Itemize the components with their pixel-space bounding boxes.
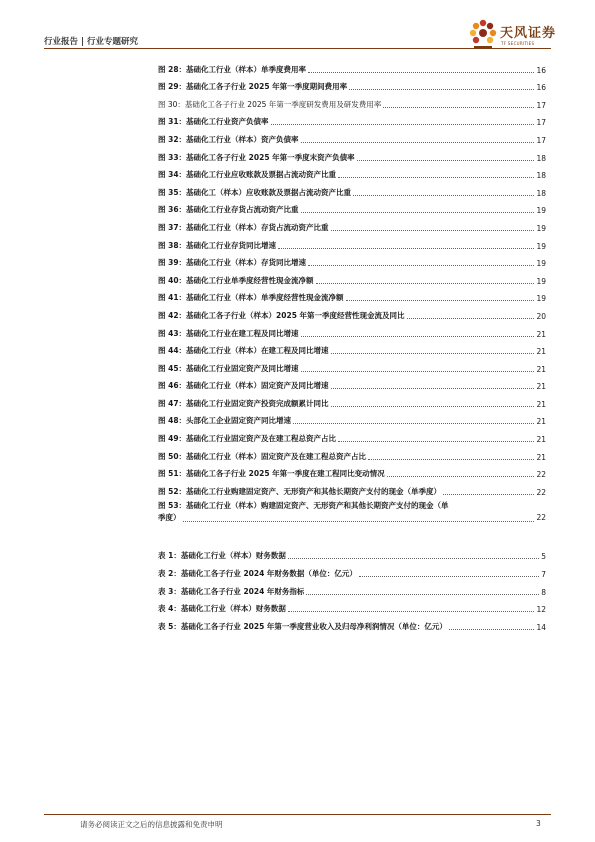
figure-page-number: 16 bbox=[536, 83, 546, 93]
figure-page-number: 18 bbox=[536, 171, 546, 181]
logo-flower-icon bbox=[466, 18, 500, 52]
figure-title: 图 49：基础化工行业固定资产及在建工程总资产占比 bbox=[158, 434, 337, 444]
table-title: 表 5：基础化工各子行业 2025 年第一季度营业收入及归母净利润情况（单位：亿元） bbox=[158, 621, 447, 631]
table-page-number: 14 bbox=[536, 622, 546, 632]
figure-title: 图 43：基础化工行业在建工程及同比增速 bbox=[158, 328, 299, 338]
figure-page-number: 22 bbox=[536, 487, 546, 497]
disclaimer-text: 请务必阅读正文之后的信息披露和免责申明 bbox=[80, 820, 223, 829]
leader-dots bbox=[301, 212, 535, 213]
leader-dots bbox=[183, 521, 535, 522]
figure-title: 图 38：基础化工行业存货同比增速 bbox=[158, 240, 277, 250]
figure-title: 图 29：基础化工各子行业 2025 年第一季度期间费用率 bbox=[158, 82, 348, 92]
table-page-number: 7 bbox=[541, 570, 546, 580]
table-page-number: 5 bbox=[541, 552, 546, 562]
logo-name-cn: 天风证券 bbox=[500, 26, 557, 41]
figure-page-number: 19 bbox=[536, 276, 546, 286]
table-title: 表 4：基础化工行业（样本）财务数据 bbox=[158, 604, 286, 614]
figure-page-number: 19 bbox=[536, 206, 546, 216]
figure-title-continued: 季度） bbox=[158, 512, 181, 522]
table-of-contents bbox=[158, 57, 546, 632]
figure-entry[interactable] bbox=[158, 444, 546, 462]
leader-dots bbox=[331, 388, 535, 389]
leader-dots bbox=[306, 594, 539, 595]
figure-entry[interactable] bbox=[158, 57, 546, 75]
figure-entry[interactable] bbox=[158, 233, 546, 251]
table-title: 表 2：基础化工各子行业 2024 年财务数据（单位：亿元） bbox=[158, 569, 357, 579]
leader-dots bbox=[301, 371, 535, 372]
leader-dots bbox=[338, 441, 534, 442]
figure-page-number: 21 bbox=[536, 329, 546, 339]
leader-dots bbox=[353, 195, 534, 196]
footer-divider bbox=[44, 814, 551, 815]
figure-entry[interactable] bbox=[158, 497, 546, 530]
figure-entry[interactable] bbox=[158, 462, 546, 480]
figure-title: 图 50：基础化工行业（样本）固定资产及在建工程总资产占比 bbox=[158, 451, 367, 461]
page-number: 3 bbox=[536, 819, 541, 828]
figure-page-number: 21 bbox=[536, 452, 546, 462]
figure-title: 图 42：基础化工各子行业（样本）2025 年第一季度经营性现金流及同比 bbox=[158, 310, 405, 320]
figure-title: 图 39：基础化工行业（样本）存货同比增速 bbox=[158, 258, 307, 268]
leader-dots bbox=[346, 300, 535, 301]
table-entry[interactable] bbox=[158, 544, 546, 562]
figure-title: 图 45：基础化工行业固定资产及同比增速 bbox=[158, 363, 299, 373]
figure-entry[interactable] bbox=[158, 145, 546, 163]
leader-dots bbox=[407, 318, 535, 319]
leader-dots bbox=[331, 230, 535, 231]
company-logo bbox=[466, 18, 556, 52]
figure-entry[interactable] bbox=[158, 268, 546, 286]
table-title: 表 1：基础化工行业（样本）财务数据 bbox=[158, 551, 286, 561]
leader-dots bbox=[338, 177, 534, 178]
figure-entry[interactable] bbox=[158, 127, 546, 145]
figure-title: 图 46：基础化工行业（样本）固定资产及同比增速 bbox=[158, 381, 329, 391]
leader-dots bbox=[271, 124, 535, 125]
figure-page-number: 21 bbox=[536, 364, 546, 374]
figure-title: 图 34：基础化工行业应收账款及票据占流动资产比重 bbox=[158, 170, 337, 180]
figure-page-number: 19 bbox=[536, 294, 546, 304]
figure-page-number: 21 bbox=[536, 435, 546, 445]
leader-dots bbox=[301, 142, 535, 143]
figure-page-number: 19 bbox=[536, 223, 546, 233]
table-title: 表 3：基础化工各子行业 2024 年财务指标 bbox=[158, 586, 305, 596]
figure-entry[interactable] bbox=[158, 110, 546, 128]
figure-title: 图 53：基础化工行业（样本）购建固定资产、无形资产和其他长期资产支付的现金（单 bbox=[158, 500, 449, 510]
figure-page-number: 16 bbox=[536, 65, 546, 75]
table-entry[interactable] bbox=[158, 579, 546, 597]
figure-title: 图 30：基础化工各子行业 2025 年第一季度研发费用及研发费用率 bbox=[158, 99, 382, 109]
figure-page-number: 18 bbox=[536, 153, 546, 163]
figure-title: 图 33：基础化工各子行业 2025 年第一季度末资产负债率 bbox=[158, 152, 355, 162]
leader-dots bbox=[293, 423, 534, 424]
figure-title: 图 31：基础化工行业资产负债率 bbox=[158, 117, 269, 127]
figure-page-number: 20 bbox=[536, 311, 546, 321]
leader-dots bbox=[316, 283, 535, 284]
figure-entry[interactable] bbox=[158, 356, 546, 374]
table-entry[interactable] bbox=[158, 614, 546, 632]
figure-entry[interactable] bbox=[158, 426, 546, 444]
figure-entry[interactable] bbox=[158, 339, 546, 357]
figure-title: 图 28：基础化工行业（样本）单季度费用率 bbox=[158, 64, 307, 74]
figure-title: 图 48：头部化工企业固定资产同比增速 bbox=[158, 416, 292, 426]
figure-entry[interactable] bbox=[158, 92, 546, 110]
section-gap bbox=[158, 530, 546, 544]
leader-dots bbox=[368, 459, 534, 460]
figure-title: 图 44：基础化工行业（样本）在建工程及同比增速 bbox=[158, 346, 329, 356]
figure-page-number: 19 bbox=[536, 241, 546, 251]
leader-dots bbox=[288, 558, 539, 559]
figure-entry[interactable] bbox=[158, 479, 546, 497]
figure-title: 图 40：基础化工行业单季度经营性现金流净额 bbox=[158, 275, 314, 285]
leader-dots bbox=[331, 406, 535, 407]
header-divider bbox=[44, 48, 551, 49]
figure-page-number: 21 bbox=[536, 417, 546, 427]
figure-page-number: 19 bbox=[536, 259, 546, 269]
figure-entry[interactable] bbox=[158, 180, 546, 198]
table-entry[interactable] bbox=[158, 597, 546, 615]
leader-dots bbox=[383, 107, 534, 108]
logo-name-en: TF SECURITIES bbox=[501, 41, 535, 46]
figure-page-number: 22 bbox=[536, 470, 546, 480]
figure-page-number: 21 bbox=[536, 347, 546, 357]
figure-title: 图 35：基础化工（样本）应收账款及票据占流动资产比重 bbox=[158, 187, 352, 197]
figure-page-number: 22 bbox=[536, 512, 546, 522]
figure-title: 图 32：基础化工行业（样本）资产负债率 bbox=[158, 134, 299, 144]
figure-entry[interactable] bbox=[158, 251, 546, 269]
figure-title: 图 52：基础化工行业购建固定资产、无形资产和其他长期资产支付的现金（单季度） bbox=[158, 486, 442, 496]
figure-title: 图 51：基础化工各子行业 2025 年第一季度在建工程同比变动情况 bbox=[158, 469, 385, 479]
leader-dots bbox=[449, 629, 535, 630]
report-category: 行业报告 | 行业专题研究 bbox=[44, 37, 139, 47]
figure-page-number: 17 bbox=[536, 118, 546, 128]
figure-page-number: 17 bbox=[536, 100, 546, 110]
figure-entry[interactable] bbox=[158, 321, 546, 339]
figure-page-number: 17 bbox=[536, 135, 546, 145]
leader-dots bbox=[387, 476, 535, 477]
figure-entry[interactable] bbox=[158, 75, 546, 93]
figure-entry[interactable] bbox=[158, 374, 546, 392]
leader-dots bbox=[301, 336, 535, 337]
leader-dots bbox=[349, 89, 534, 90]
leader-dots bbox=[331, 353, 535, 354]
table-page-number: 8 bbox=[541, 587, 546, 597]
figure-page-number: 21 bbox=[536, 399, 546, 409]
figure-title: 图 41：基础化工行业（样本）单季度经营性现金流净额 bbox=[158, 293, 344, 303]
figure-entry[interactable] bbox=[158, 303, 546, 321]
leader-dots bbox=[308, 72, 534, 73]
figure-entry[interactable] bbox=[158, 286, 546, 304]
leader-dots bbox=[357, 160, 535, 161]
figure-entry[interactable] bbox=[158, 409, 546, 427]
figure-entry[interactable] bbox=[158, 391, 546, 409]
figure-title: 图 36：基础化工行业存货占流动资产比重 bbox=[158, 205, 299, 215]
figure-entry[interactable] bbox=[158, 215, 546, 233]
leader-dots bbox=[288, 611, 535, 612]
leader-dots bbox=[443, 494, 534, 495]
figure-title: 图 47：基础化工行业固定资产投资完成额累计同比 bbox=[158, 398, 329, 408]
leader-dots bbox=[278, 248, 534, 249]
figure-title: 图 37：基础化工行业（样本）存货占流动资产比重 bbox=[158, 222, 329, 232]
table-entry[interactable] bbox=[158, 561, 546, 579]
figure-entry[interactable] bbox=[158, 163, 546, 181]
figure-page-number: 21 bbox=[536, 382, 546, 392]
figure-entry[interactable] bbox=[158, 198, 546, 216]
table-page-number: 12 bbox=[536, 605, 546, 615]
leader-dots bbox=[308, 265, 534, 266]
leader-dots bbox=[359, 576, 539, 577]
figure-page-number: 18 bbox=[536, 188, 546, 198]
